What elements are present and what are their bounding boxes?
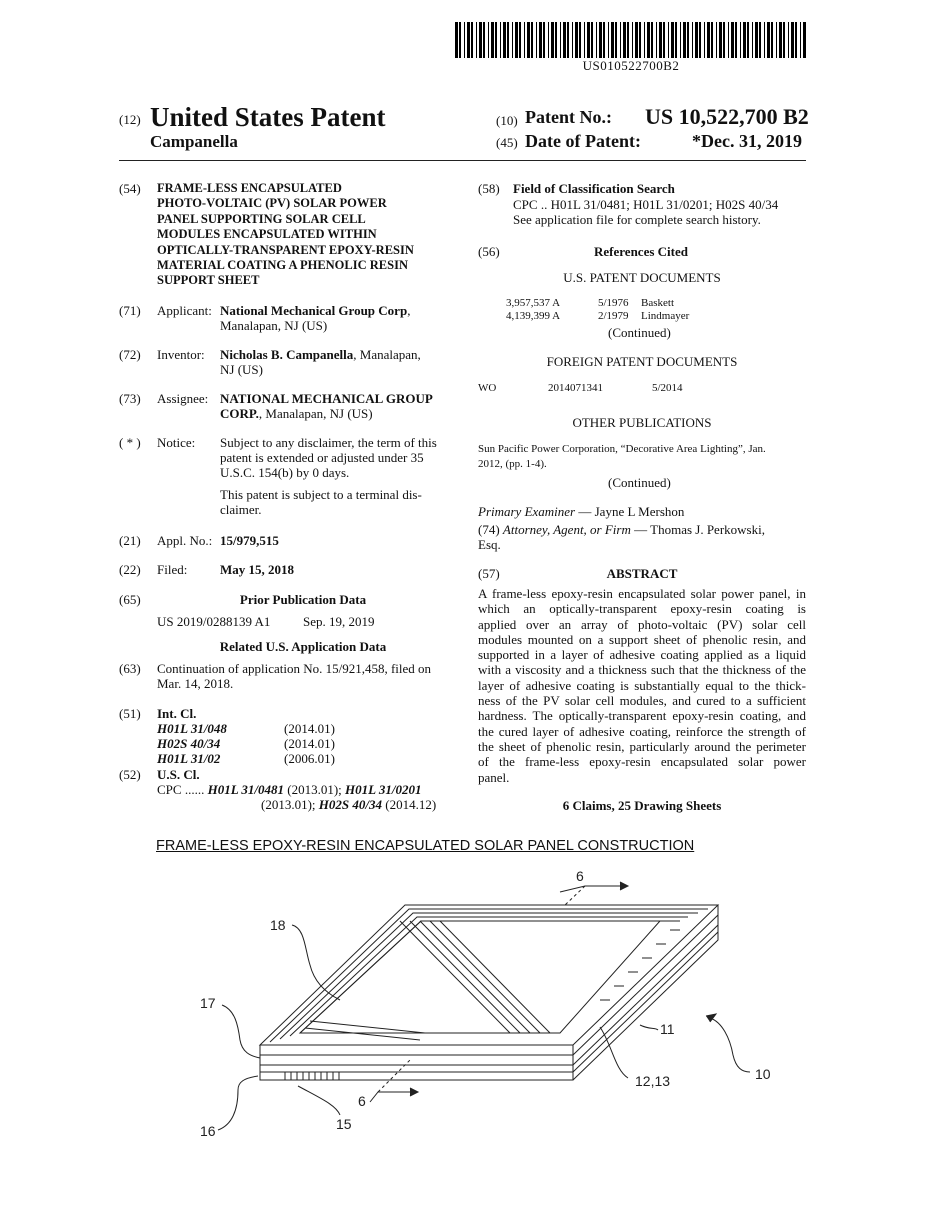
foreign-doc-date: 5/2014 xyxy=(652,382,683,394)
foreign-docs-heading: FOREIGN PATENT DOCUMENTS xyxy=(546,354,738,369)
int-cl-date: (2014.01) xyxy=(284,736,335,751)
inventor-code: (72) xyxy=(119,347,141,362)
related-text: Continuation of application No. 15/921,458, filed on Mar. 14, 2018. xyxy=(157,661,432,691)
patent-code: US010522700B2 xyxy=(582,58,680,73)
barcode xyxy=(455,22,807,58)
label-11: 11 xyxy=(660,1021,675,1037)
primary-examiner: Primary Examiner — Jayne L Mershon xyxy=(478,504,685,519)
appl-number: 15/979,515 xyxy=(220,533,279,548)
attorney: (74) Attorney, Agent, or Firm — Thomas J. Perkowski, xyxy=(478,522,765,537)
us-doc-date: 2/1979 xyxy=(598,310,629,322)
continued-2: (Continued) xyxy=(608,475,671,490)
other-pubs-text: Sun Pacific Power Corporation, “Decorative Area Lighting”, Jan. 2012, (pp. 1-4). xyxy=(478,443,766,470)
int-cl-class: H01L 31/048 xyxy=(157,721,227,736)
appl-label: Appl. No.: xyxy=(157,533,213,548)
filed-code: (22) xyxy=(119,562,141,577)
refs-heading: References Cited xyxy=(594,244,688,259)
field-text: CPC .. H01L 31/0481; H01L 31/0201; H02S 40/34 See application file for complete search history. xyxy=(513,197,779,227)
patent-number: US 10,522,700 B2 xyxy=(645,104,809,129)
int-cl-code: (51) xyxy=(119,706,141,721)
us-cl-cpc-cont: (2013.01); H02S 40/34 (2014.12) xyxy=(261,797,437,812)
label-16: 16 xyxy=(200,1123,216,1139)
us-docs-heading: U.S. PATENT DOCUMENTS xyxy=(563,270,721,285)
int-cl-heading: Int. Cl. xyxy=(157,706,197,721)
figure-title: FRAME-LESS EPOXY-RESIN ENCAPSULATED SOLAR PANEL CONSTRUCTION xyxy=(156,838,695,854)
claims-info: 6 Claims, 25 Drawing Sheets xyxy=(562,798,722,813)
assignee-label: Assignee: xyxy=(157,391,209,406)
label-17: 17 xyxy=(200,995,216,1011)
abstract-code: (57) xyxy=(478,566,500,581)
prior-pub-heading: Prior Publication Data xyxy=(239,592,367,607)
patent-title: FRAME-LESS ENCAPSULATED PHOTO-VOLTAIC (PV) SOLAR POWER PANEL SUPPORTING SOLAR CELL MODULES ENCAPSULATED WITHIN OPTICALLY-TRANSPARENT EPOXY-RESIN MATERIAL COATING A PHENOLIC RESIN SUPPORT SHEET xyxy=(157,181,414,288)
abstract-text: A frame-less epoxy-resin encapsulated solar power panel, in which an optically-transparent epoxy-resin coating is applied over an array of photo-voltaic (PV) solar cell modules mounted on a support sheet of phenolic resin, and supported in a layer of adhesive coating applied as a liquid with a viscosity and a thickness such that the thickness of the layer of adhesive coating is substantially equal to the thick- ness of the PV solar cell modules, and cured to a sufficient hardness. The optically-transparent epoxy-resin coating, and the cured layer of adhesive coating, reinforce the strength of the sheet of phenolic resin, particularly around the perimeter of the frame-less epoxy-resin encapsulated solar power panel. xyxy=(478,586,806,785)
refs-code: (56) xyxy=(478,244,500,259)
us-doc-name: Baskett xyxy=(641,297,674,309)
appl-code: (21) xyxy=(119,533,141,548)
label-12-13: 12,13 xyxy=(635,1073,671,1089)
us-cl-cpc: CPC ...... H01L 31/0481 (2013.01); H01L 31/0201 xyxy=(157,782,422,797)
notice-label: Notice: xyxy=(157,435,196,450)
patent-date: *Dec. 31, 2019 xyxy=(692,131,802,151)
code-12: (12) xyxy=(119,112,141,127)
us-doc-number: 3,957,537 A xyxy=(506,297,561,309)
applicant-label: Applicant: xyxy=(157,303,212,318)
int-cl-class: H02S 40/34 xyxy=(157,736,221,751)
title-code: (54) xyxy=(119,181,141,196)
code-10: (10) xyxy=(496,113,518,128)
filed-label: Filed: xyxy=(157,562,188,577)
field-code: (58) xyxy=(478,181,500,196)
foreign-doc-number: 2014071341 xyxy=(548,382,603,394)
us-doc-number: 4,139,399 A xyxy=(506,310,561,322)
assignee-code: (73) xyxy=(119,391,141,406)
header-divider xyxy=(119,160,806,161)
inventor: Nicholas B. Campanella, Manalapan, NJ (US) xyxy=(220,347,421,377)
us-doc-date: 5/1976 xyxy=(598,297,629,309)
us-doc-name: Lindmayer xyxy=(641,310,690,322)
code-45: (45) xyxy=(496,135,518,150)
label-10: 10 xyxy=(755,1066,771,1082)
field-heading: Field of Classification Search xyxy=(513,181,675,196)
notice-code: ( * ) xyxy=(119,435,141,450)
int-cl-date: (2014.01) xyxy=(284,721,335,736)
solar-panel-drawing xyxy=(190,862,810,1152)
applicant-code: (71) xyxy=(119,303,141,318)
notice-text: Subject to any disclaimer, the term of this patent is extended or adjusted under 35 U.S.C. 154(b) by 0 days. This patent is subject to a terminal dis- claimer. xyxy=(220,435,437,517)
other-pubs-heading: OTHER PUBLICATIONS xyxy=(572,415,712,430)
continued-1: (Continued) xyxy=(608,325,671,340)
inventor-label: Inventor: xyxy=(157,347,205,362)
label-6-top: 6 xyxy=(576,868,584,884)
filed-date: May 15, 2018 xyxy=(220,562,295,577)
foreign-doc-country: WO xyxy=(478,382,497,394)
patent-no-label: Patent No.: xyxy=(525,107,612,127)
prior-pub-date: Sep. 19, 2019 xyxy=(303,614,375,629)
attorney-line2: Esq. xyxy=(478,537,501,552)
assignee: NATIONAL MECHANICAL GROUP CORP., Manalapan, NJ (US) xyxy=(220,391,433,421)
applicant: National Mechanical Group Corp, Manalapan, NJ (US) xyxy=(220,303,411,333)
patent-type: United States Patent xyxy=(150,102,386,132)
label-6-bottom: 6 xyxy=(358,1093,366,1109)
inventor-surname: Campanella xyxy=(150,132,238,151)
abstract-heading: ABSTRACT xyxy=(606,566,678,581)
us-cl-code: (52) xyxy=(119,767,141,782)
prior-pub-code: (65) xyxy=(119,592,141,607)
prior-pub-number: US 2019/0288139 A1 xyxy=(157,614,271,629)
us-cl-heading: U.S. Cl. xyxy=(157,767,200,782)
related-code: (63) xyxy=(119,661,141,676)
label-18: 18 xyxy=(270,917,286,933)
label-15: 15 xyxy=(336,1116,352,1132)
date-label: Date of Patent: xyxy=(525,131,641,151)
int-cl-date: (2006.01) xyxy=(284,751,335,766)
int-cl-class: H01L 31/02 xyxy=(157,751,221,766)
related-heading: Related U.S. Application Data xyxy=(219,639,387,654)
